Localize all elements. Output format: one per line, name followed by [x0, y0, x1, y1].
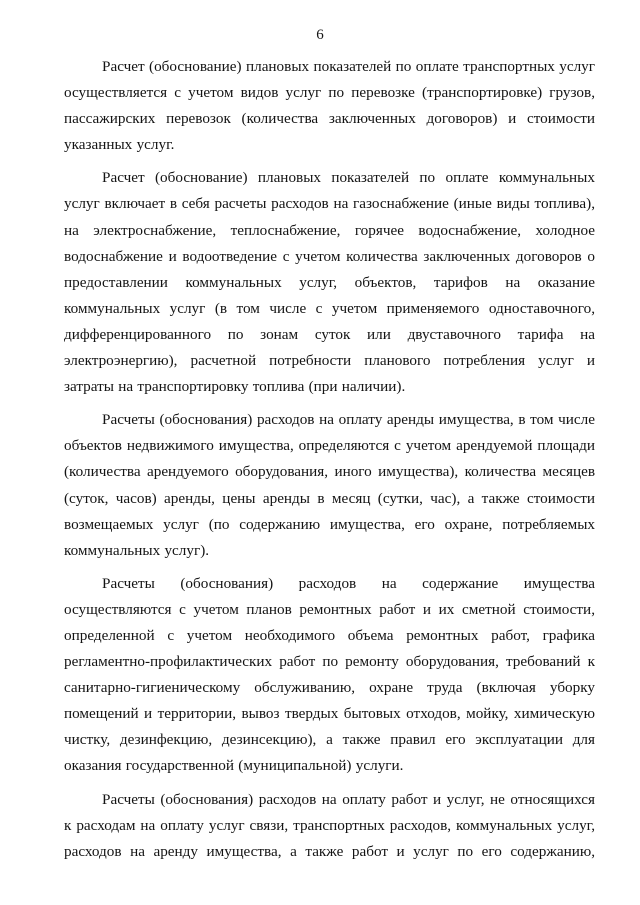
- paragraph-transport-services: Расчет (обоснование) плановых показателей по оплате транспортных услуг осуществляется с учетом видов услуг по перевозке (транспортировке) грузов, пассажирских перевозок (количества заключенных договоров) и стоимости указанных услуг.: [64, 58, 595, 154]
- page-number: 6: [316, 27, 324, 43]
- paragraph-utility-services: Расчет (обоснование) плановых показателей по оплате коммунальных услуг включает в себя расчеты расходов на газоснабжение (иные виды топлива), на электроснабжение, теплоснабжение, горячее водоснабжение, холодное водоснабжение и водоотведение с учетом количества заключенных договоров о предоставлении коммунальных услуг, объектов, тарифов на оказание коммунальных услуг (в том числе с учетом применяемого одноставочного, дифференцированного по зонам суток или двуставочного тарифа на электроэнергию), расчетной потребности планового потребления услуг и затраты на транспортировку топлива (при наличии).: [64, 169, 595, 396]
- document-body: [64, 54, 595, 872]
- paragraph-property-maintenance: Расчеты (обоснования) расходов на содержание имущества осуществляются с учетом планов ремонтных работ и их сметной стоимости, определенной с учетом необходимого объема ремонтных работ, графика регламентно-профилактических работ по ремонту оборудования, требований к санитарно-гигиеническому обслуживанию, охране труда (включая уборку помещений и территории, вывоз твердых бытовых отходов, мойку, химическую чистку, дезинфекцию, дезинсекцию), а также правил его эксплуатации для оказания государственной (муниципальной) услуги.: [64, 574, 595, 775]
- paragraph-other-works-services: Расчеты (обоснования) расходов на оплату работ и услуг, не относящихся к расходам на оплату услуг связи, транспортных расходов, коммунальных услуг, расходов на аренду имущества, а также работ и услуг по его содержанию,: [64, 790, 595, 860]
- paragraph-property-rent: Расчеты (обоснования) расходов на оплату аренды имущества, в том числе объектов недвижимого имущества, определяются с учетом арендуемой площади (количества арендуемого оборудования, иного имущества), количества месяцев (суток, часов) аренды, цены аренды в месяц (сутки, час), а также стоимости возмещаемых услуг (по содержанию имущества, его охране, потребляемых коммунальных услуг).: [64, 411, 595, 559]
